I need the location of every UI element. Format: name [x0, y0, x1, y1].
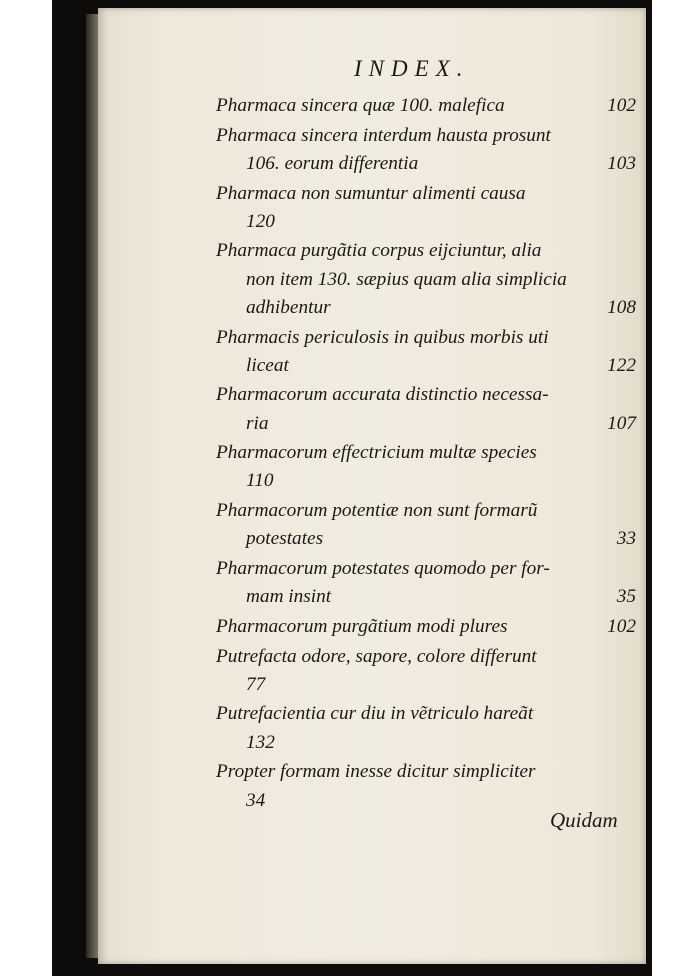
- entry-text: Putrefacientia cur diu in vẽtriculo hareãt: [216, 703, 534, 725]
- entry-continuation-line: [216, 467, 636, 495]
- entry-line: [216, 324, 636, 352]
- entry-text: Pharmaca purgãtia corpus eijciuntur, alia: [216, 240, 542, 262]
- entry-text: mam insint: [246, 586, 332, 608]
- entry-text: non item 130. sæpius quam alia simplicia: [246, 268, 567, 290]
- entry-continuation-line: [216, 208, 636, 236]
- entry-line: [216, 92, 636, 120]
- entry-continuation-line: [216, 150, 636, 178]
- index-heading: INDEX.: [354, 56, 470, 81]
- entry-continuation-line: [216, 583, 636, 611]
- entry-line: [216, 122, 636, 150]
- index-entry: [216, 237, 636, 322]
- page-number: 102: [607, 615, 636, 637]
- entry-line: [216, 439, 636, 467]
- entry-line: [216, 758, 636, 786]
- entry-text: Pharmacis periculosis in quibus morbis uti: [216, 326, 549, 348]
- entry-line: [216, 643, 636, 671]
- index-entry: [216, 700, 636, 756]
- entry-text: 110: [246, 470, 274, 492]
- entry-text: Pharmaca non sumuntur alimenti causa: [216, 182, 526, 204]
- entry-text: 77: [246, 673, 266, 695]
- entry-text: ria: [246, 412, 269, 434]
- entry-text: Pharmacorum purgãtium modi plures: [216, 615, 508, 637]
- index-entry: [216, 92, 636, 120]
- index-entry: [216, 555, 636, 611]
- entry-line: [216, 381, 636, 409]
- entry-text: Pharmacorum potestates quomodo per for-: [216, 558, 550, 579]
- entry-text: 132: [246, 731, 275, 753]
- page-edge: [86, 14, 98, 958]
- entry-text: 120: [246, 210, 275, 232]
- entry-text: potestates: [246, 528, 324, 550]
- page-number: 108: [607, 296, 636, 318]
- index-entry: [216, 643, 636, 699]
- entry-text: adhibentur: [246, 296, 331, 318]
- entry-text: Pharmacorum accurata distinctio necessa-: [216, 384, 549, 406]
- entry-line: [216, 180, 636, 208]
- catchword: Quidam: [550, 808, 618, 832]
- entry-text: Pharmaca sincera interdum hausta prosunt: [216, 124, 551, 146]
- index-entry: [216, 324, 636, 380]
- entry-text: Pharmacorum potentiæ non sunt formarũ: [216, 500, 538, 522]
- index-entry: [216, 381, 636, 437]
- page-number: 107: [607, 412, 636, 434]
- index-entry: [216, 758, 636, 814]
- entry-line: [216, 613, 636, 641]
- entry-text: Putrefacta odore, sapore, colore differunt: [216, 645, 537, 667]
- entry-continuation-line: [216, 671, 636, 699]
- entry-text: Pharmacorum effectricium multæ species: [216, 442, 537, 464]
- page-number: 102: [607, 95, 636, 116]
- page-number: 33: [616, 528, 636, 550]
- entry-text: Pharmaca sincera quæ 100. malefica: [216, 95, 505, 116]
- index-entry: [216, 613, 636, 641]
- entry-line: [216, 497, 636, 525]
- entry-line: [216, 555, 636, 583]
- entry-text: liceat: [246, 354, 289, 376]
- entry-line: [216, 237, 636, 265]
- page-number: 103: [607, 152, 636, 174]
- entry-text: 34: [246, 789, 266, 811]
- entry-text: Propter formam inesse dicitur simpliciter: [216, 761, 536, 783]
- entry-text: 106. eorum differentia: [246, 152, 419, 174]
- entry-continuation-line: [216, 729, 636, 757]
- entry-continuation-line: [216, 525, 636, 553]
- entry-continuation-line: [216, 352, 636, 380]
- entry-continuation-line: [216, 410, 636, 438]
- index-entry: [216, 439, 636, 495]
- entry-continuation-line: [216, 294, 636, 322]
- index-entry: [216, 180, 636, 236]
- entry-continuation-line: [216, 266, 636, 294]
- index-entry: [216, 497, 636, 553]
- index-entry: [216, 122, 636, 178]
- page-number: 122: [607, 354, 636, 376]
- index-entries: [216, 92, 636, 816]
- page-number: 35: [616, 586, 636, 608]
- entry-line: [216, 700, 636, 728]
